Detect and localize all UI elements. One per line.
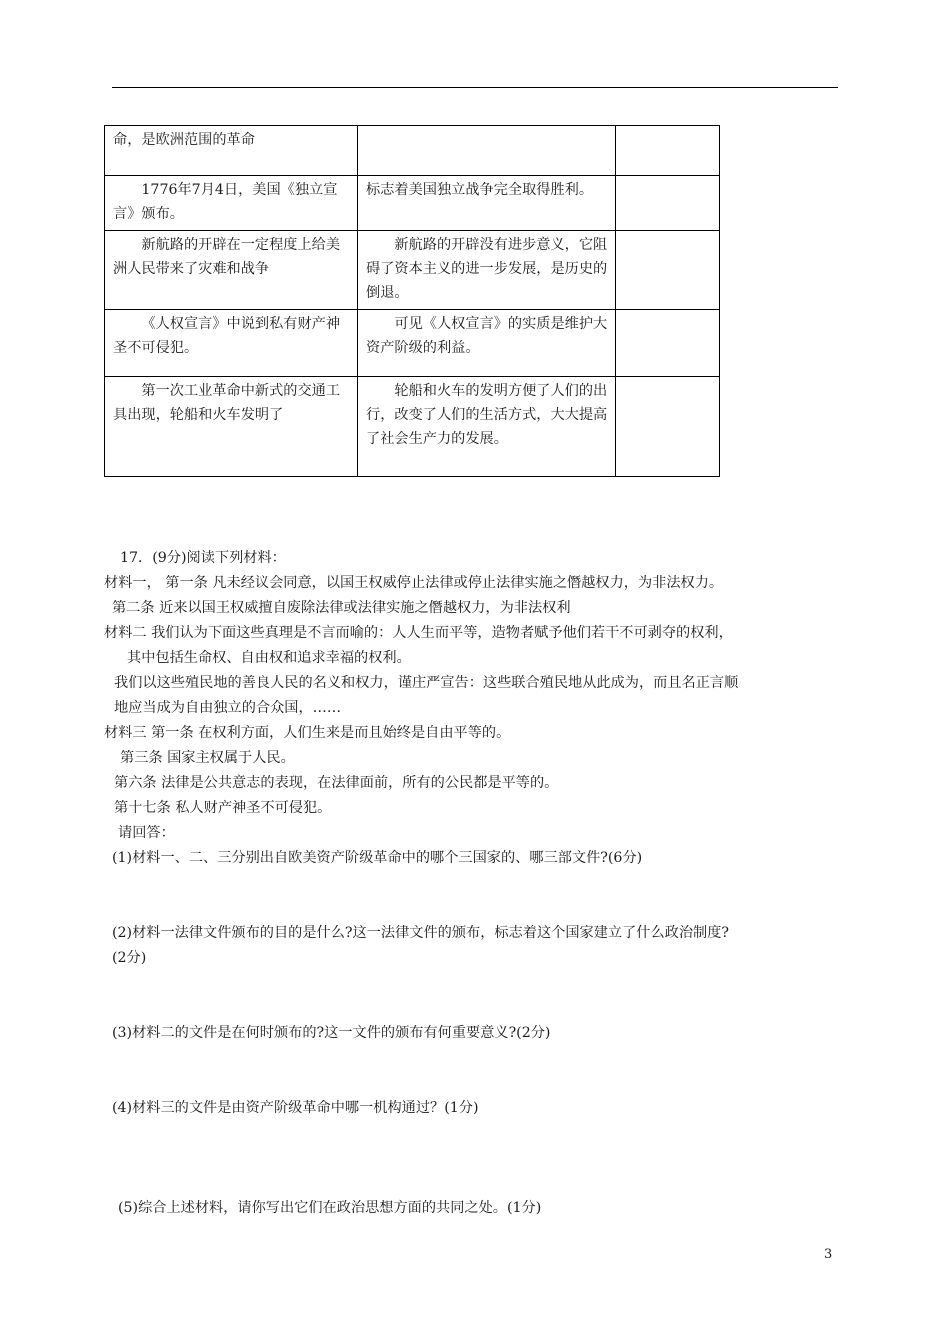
material-2-line-1: 材料二 我们认为下面这些真理是不言而喻的：人人生而平等，造物者赋予他们若干不可剥夺的权利， [104,625,733,641]
statement-cell: 新航路的开辟在一定程度上给美洲人民带来了灾难和战争 [105,231,358,310]
material-2-line-4: 地应当成为自由独立的合众国，…… [114,700,342,716]
page-number: 3 [824,1247,833,1262]
judgement-cell: 轮船和火车的发明方便了人们的出行，改变了人们的生活方式，大大提高了社会生产力的发展。 [358,377,616,477]
note-cell [616,377,720,477]
material-3-line-2: 第三条 国家主权属于人民。 [120,750,295,766]
material-1-line-2: 第二条 近来以国王权威擅自废除法律或法律实施之僭越权力，为非法权利 [112,600,571,616]
table-row [105,126,720,176]
note-cell [616,176,720,231]
material-1-line-1: 材料一， 第一条 凡未经议会同意，以国王权威停止法律或停止法律实施之僭越权力，为非法权力。 [104,575,724,591]
table-row [105,231,720,310]
material-3-line-4: 第十七条 私人财产神圣不可侵犯。 [114,800,332,816]
table-row [105,377,720,477]
sub-question-1: (1)材料一、二、三分别出自欧美资产阶级革命中的哪个三国家的、哪三部文件?(6分) [112,850,643,866]
judgement-cell [358,126,616,176]
note-cell [616,310,720,377]
sub-question-2-points: (2分) [112,950,147,966]
material-2-line-2: 其中包括生命权、自由权和追求幸福的权利。 [127,650,411,666]
material-3-line-3: 第六条 法律是公共意志的表现，在法律面前，所有的公民都是平等的。 [114,775,559,791]
judgement-cell: 可见《人权宣言》的实质是维护大资产阶级的利益。 [358,310,616,377]
judgement-cell: 标志着美国独立战争完全取得胜利。 [358,176,616,231]
judgement-cell: 新航路的开辟没有进步意义，它阻碍了资本主义的进一步发展，是历史的倒退。 [358,231,616,310]
judgement-table [104,125,720,477]
sub-question-3: (3)材料二的文件是在何时颁布的?这一文件的颁布有何重要意义?(2分) [112,1025,551,1041]
note-cell [616,231,720,310]
header-rule [112,87,838,88]
statement-cell: 第一次工业革命中新式的交通工具出现，轮船和火车发明了 [105,377,358,477]
question-heading: 17．(9分)阅读下列材料： [120,550,286,566]
sub-question-5: (5)综合上述材料，请你写出它们在政治思想方面的共同之处。(1分) [118,1200,542,1216]
note-cell [616,126,720,176]
statement-cell: 1776年7月4日，美国《独立宣言》颁布。 [105,176,358,231]
table-row [105,310,720,377]
answer-prompt: 请回答： [118,825,175,841]
material-3-line-1: 材料三 第一条 在权利方面，人们生来是而且始终是自由平等的。 [104,725,511,741]
table-row [105,176,720,231]
statement-cell: 命，是欧洲范围的革命 [105,126,358,176]
sub-question-4: (4)材料三的文件是由资产阶级革命中哪一机构通过？(1分) [112,1100,479,1116]
sub-question-2: (2)材料一法律文件颁布的目的是什么?这一法律文件的颁布，标志着这个国家建立了什么政治制度? [112,925,730,941]
material-2-line-3: 我们以这些殖民地的善良人民的名义和权力，谨庄严宣告：这些联合殖民地从此成为，而且名正言顺 [114,675,739,691]
statement-cell: 《人权宣言》中说到私有财产神圣不可侵犯。 [105,310,358,377]
